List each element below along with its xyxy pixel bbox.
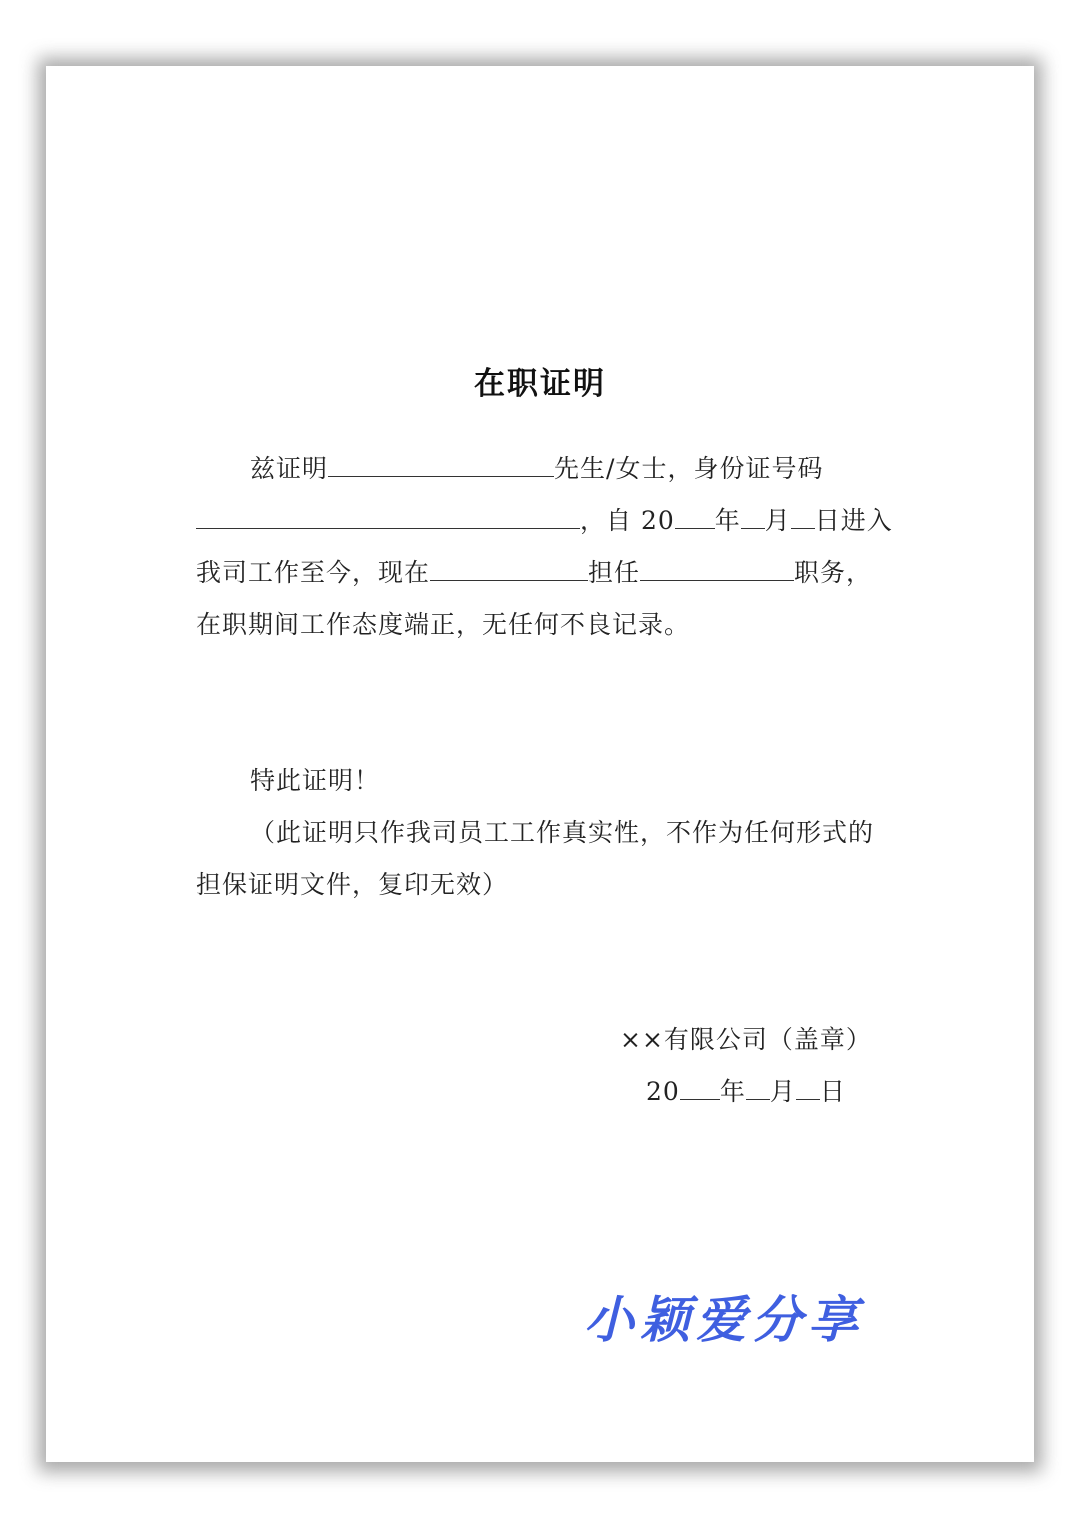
- body-prefix: 兹证明: [250, 454, 329, 483]
- day-blank[interactable]: [791, 502, 815, 529]
- body-line-2: [196, 502, 896, 540]
- year-label: 年: [714, 506, 741, 535]
- date-prefix: ，自 20: [580, 506, 675, 535]
- sig-year-label: 年: [719, 1077, 746, 1106]
- certificate-page: [46, 66, 1034, 1462]
- position-blank[interactable]: [640, 554, 794, 581]
- company-seal-label: ××有限公司（盖章）: [620, 1025, 872, 1054]
- body-line-4: 在职期间工作态度端正，无任何不良记录。: [196, 610, 691, 639]
- sig-month-label: 月: [769, 1077, 796, 1106]
- sig-date-prefix: 20: [646, 1077, 680, 1106]
- position-suffix: 职务，: [794, 558, 873, 587]
- note-line-2: 担保证明文件，复印无效）: [196, 870, 509, 899]
- sig-day-blank[interactable]: [796, 1073, 820, 1100]
- sig-day-label: 日: [819, 1077, 846, 1106]
- body-line-1: [250, 450, 900, 488]
- name-blank[interactable]: [328, 450, 554, 477]
- signature-date: [646, 1073, 846, 1111]
- note-line-1: （此证明只作我司员工工作真实性，不作为任何形式的: [250, 818, 875, 847]
- sig-month-blank[interactable]: [746, 1073, 770, 1100]
- day-entry-label: 日进入: [814, 506, 893, 535]
- body-line-3: [196, 554, 896, 592]
- department-blank[interactable]: [430, 554, 588, 581]
- month-label: 月: [764, 506, 791, 535]
- document-title: 在职证明: [474, 366, 606, 402]
- work-prefix: 我司工作至今，现在: [196, 558, 431, 587]
- body-gender-id: 先生/女士，身份证号码: [554, 454, 824, 483]
- id-number-blank[interactable]: [196, 502, 580, 529]
- year-blank[interactable]: [675, 502, 715, 529]
- watermark-text: 小颖爱分享: [584, 1291, 864, 1349]
- closing-text: 特此证明！: [250, 766, 381, 795]
- sig-year-blank[interactable]: [680, 1073, 720, 1100]
- month-blank[interactable]: [741, 502, 765, 529]
- serve-label: 担任: [588, 558, 641, 587]
